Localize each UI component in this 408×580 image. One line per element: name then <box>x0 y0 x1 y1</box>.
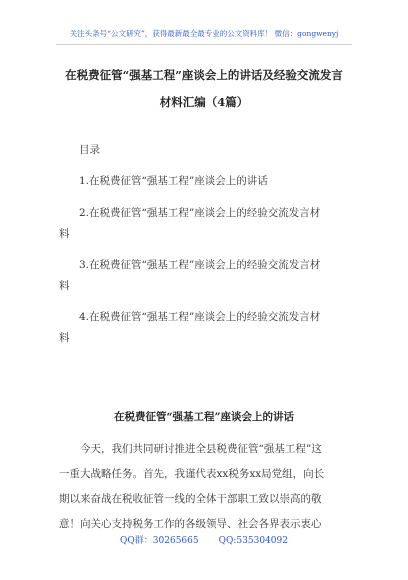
header-note: 关注头条号“公文研究”，获得最新最全最专业的公文资料库！ 微信：gongwenyj <box>69 29 339 38</box>
footer-qq-group: QQ群：30265665 <box>120 536 199 546</box>
toc-item-3: 3.在税费征管“强基工程”座谈会上的经验交流发言材 <box>79 259 321 271</box>
toc-item-3-continuation: 料 <box>59 280 70 292</box>
document-title-line-1: 在税费征管“强基工程”座谈会上的讲话及经验交流发言 <box>65 68 343 82</box>
body-line-3: 期以来奋战在税收征管一线的全体干部职工致以崇高的敬 <box>59 493 322 505</box>
toc-item-1: 1.在税费征管“强基工程”座谈会上的讲话 <box>79 175 268 187</box>
toc-heading: 目录 <box>79 144 100 156</box>
toc-item-4: 4.在税费征管“强基工程”座谈会上的经验交流发言材 <box>79 311 321 323</box>
document-title-line-2: 材料汇编（4篇） <box>159 95 249 109</box>
footer-qq-number: QQ:535304092 <box>218 536 288 546</box>
toc-item-4-continuation: 料 <box>59 332 70 344</box>
toc-item-2-continuation: 料 <box>59 228 70 240</box>
body-line-2: 一重大战略任务。首先，我谨代表xx税务xx局党组，向长 <box>59 468 325 480</box>
body-line-1: 今天，我们共同研讨推进全县税费征管“强基工程”这 <box>80 443 322 455</box>
body-line-4: 意！向关心支持税务工作的各级领导、社会各界表示衷心 <box>59 518 322 530</box>
header-divider <box>56 44 352 45</box>
toc-item-2: 2.在税费征管“强基工程”座谈会上的经验交流发言材 <box>79 207 321 219</box>
footer-contact <box>0 533 408 546</box>
section-title: 在税费征管“强基工程”座谈会上的讲话 <box>113 411 295 423</box>
